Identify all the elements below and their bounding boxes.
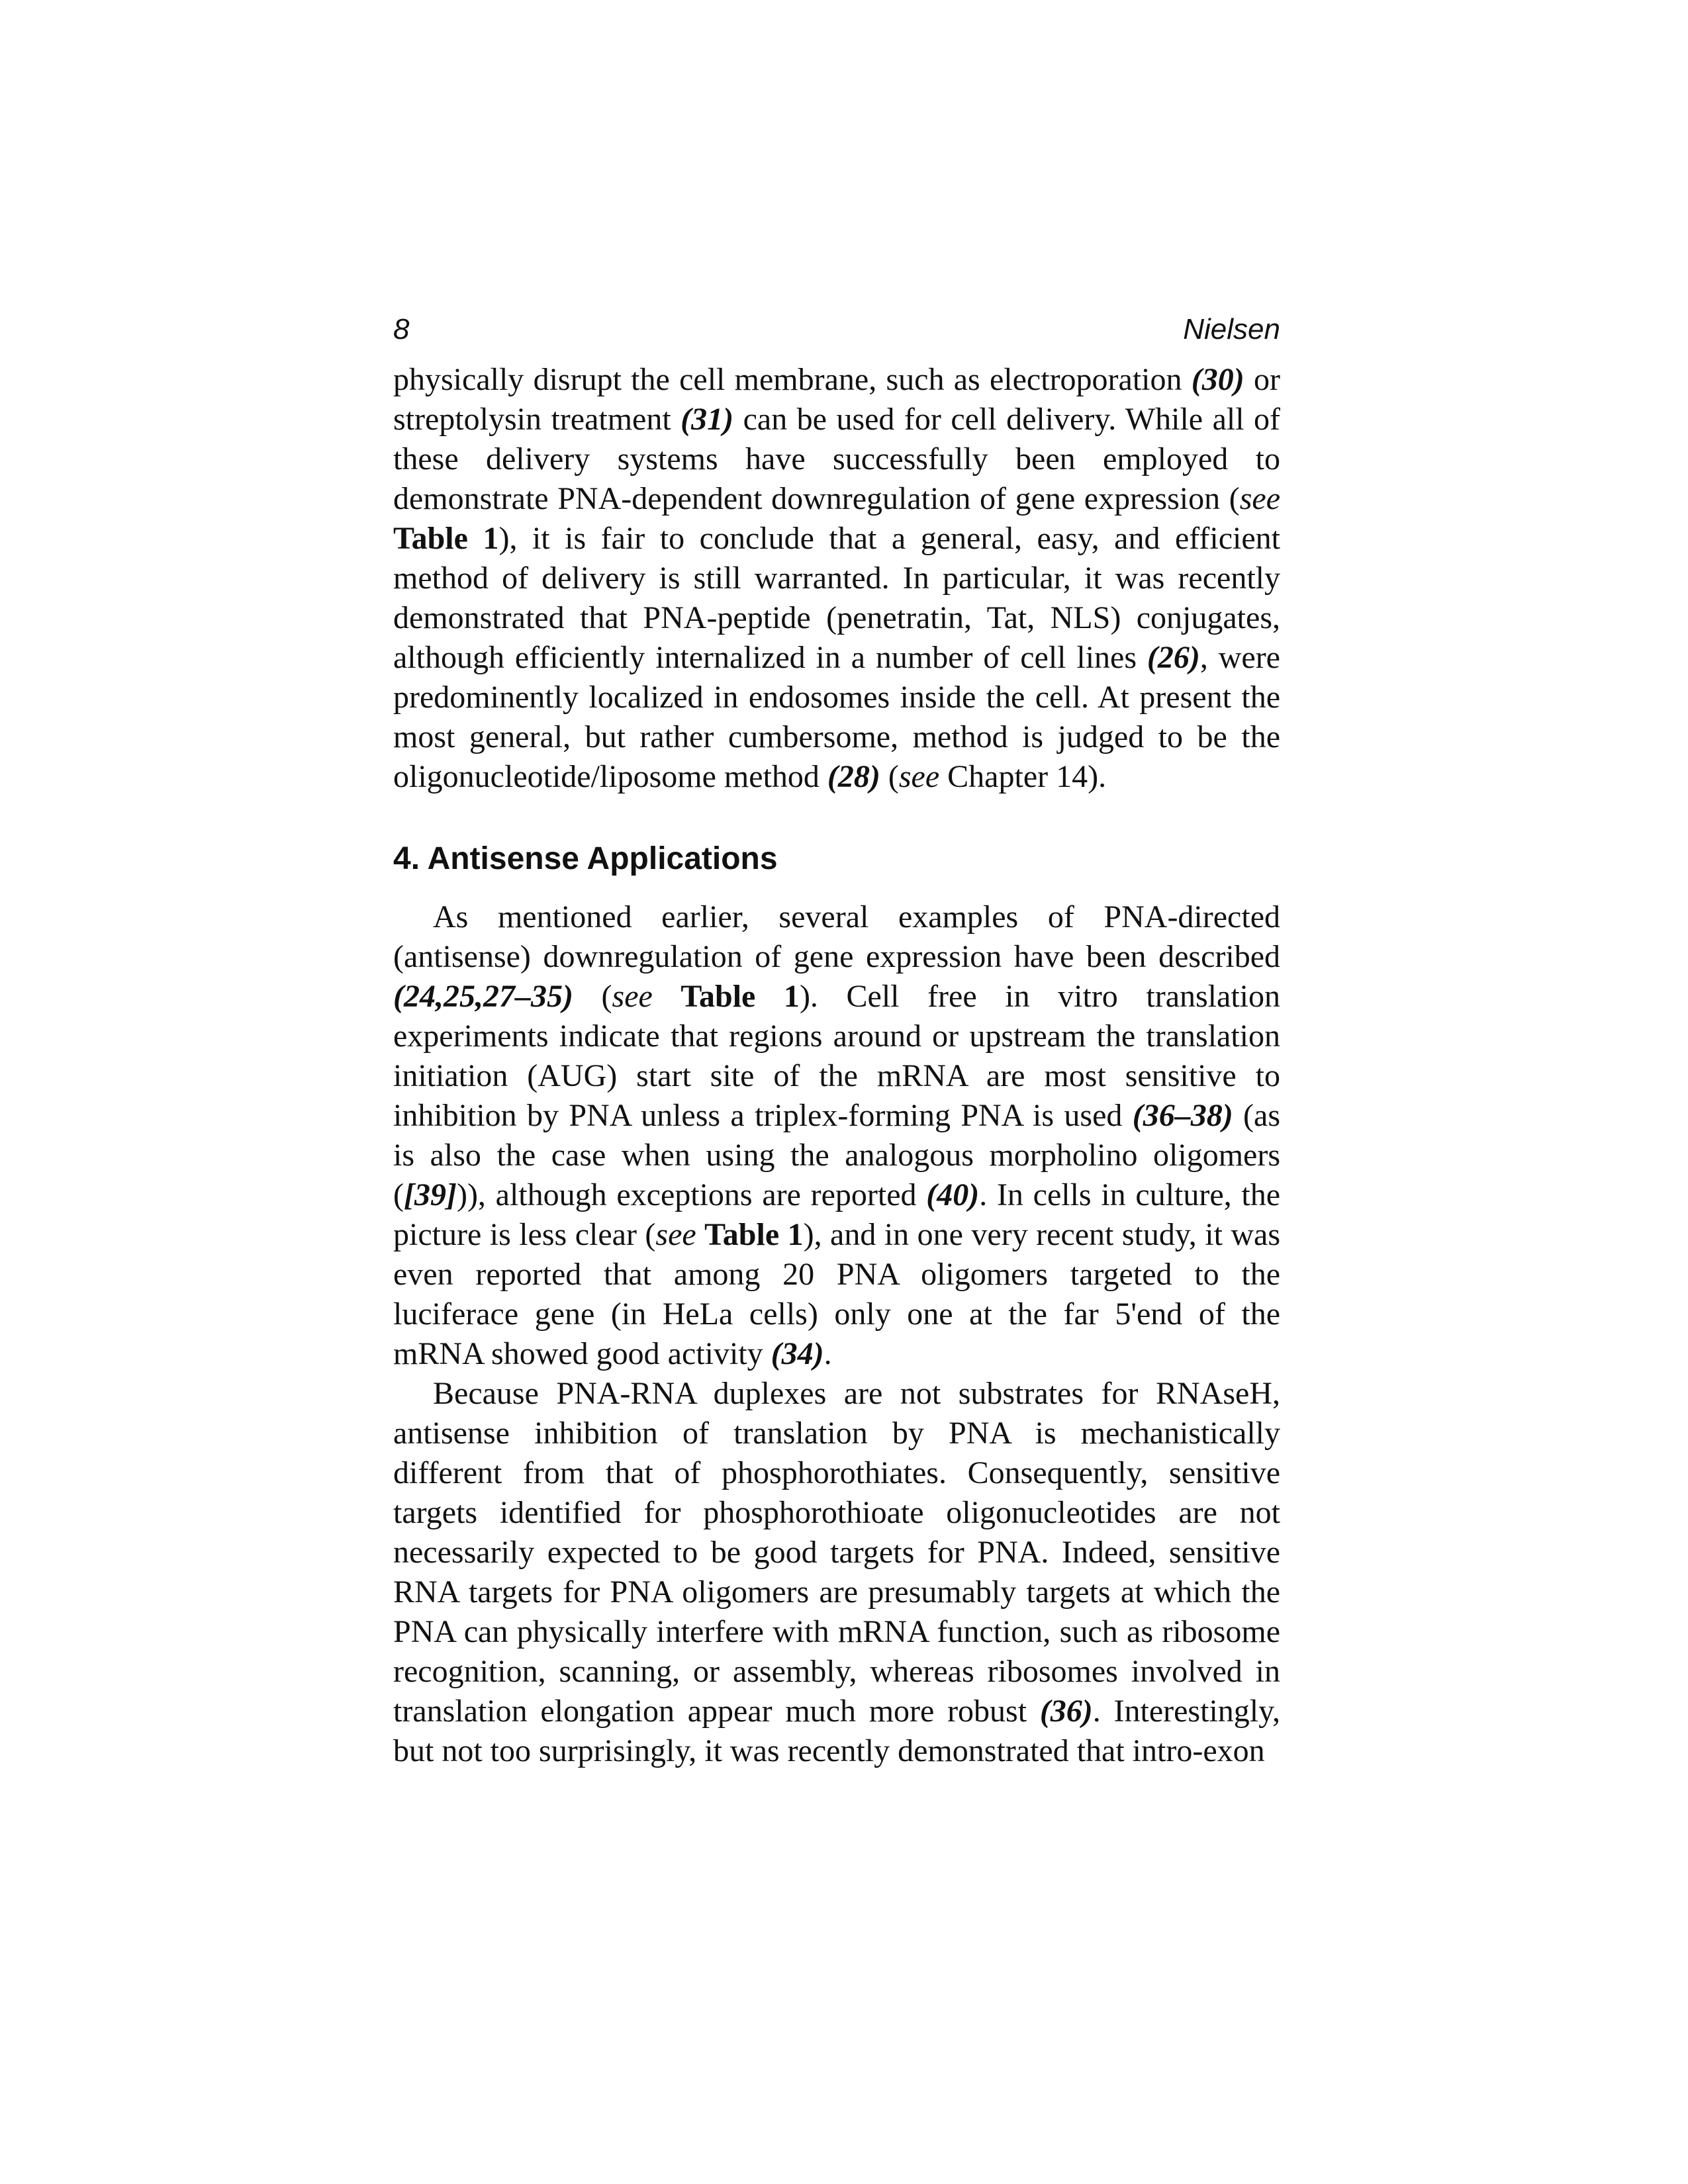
citation: (34) bbox=[771, 1336, 824, 1371]
text-run: ), and in one very recent study, it was even reported that among 20 PNA oligomers targeted to the luciferace gene (in HeLa cells) only one at the far 5'end of the mRNA showed good activity bbox=[393, 1217, 1281, 1371]
paragraph-delivery-methods bbox=[393, 360, 1280, 797]
see-reference: see bbox=[655, 1217, 696, 1252]
text-run bbox=[653, 979, 681, 1014]
citation: (40) bbox=[926, 1177, 980, 1212]
citation: (36) bbox=[1039, 1694, 1093, 1729]
running-head bbox=[393, 311, 1280, 348]
page bbox=[393, 311, 1280, 1771]
text-run: . bbox=[823, 1336, 832, 1371]
page-number: 8 bbox=[393, 313, 410, 345]
text-run bbox=[696, 1217, 704, 1252]
text-run: ( bbox=[573, 979, 612, 1014]
text-run: or streptolysin treatment bbox=[393, 362, 1281, 437]
table-reference: Table 1 bbox=[704, 1217, 804, 1252]
text-run: Because PNA-RNA duplexes are not substrates for RNAseH, antisense inhibition of translation by PNA is mechanistically different from that of phosphorothiates. Consequently, sensitive targets identified for phosphorothioate oligonucleotides are not necessarily expected to be good targets for PNA. Indeed, sensitive RNA targets for PNA oligomers are presumably targets at which the PNA can physically interfere with mRNA function, such as ribosome recognition, scanning, or assembly, whereas ribosomes involved in translation elongation appear much more robust bbox=[393, 1376, 1280, 1729]
paragraph-rnaseh-mechanism bbox=[393, 1374, 1280, 1771]
text-run: As mentioned earlier, several examples of PNA-directed (antisense) downregulation of gene expression have been described bbox=[393, 899, 1280, 974]
text-run: ). Cell free in vitro translation experiments indicate that regions around or upstream the translation initiation (AUG) start site of the mRNA are most sensitive to inhibition by PNA unless a triplex-forming PNA is used bbox=[393, 979, 1280, 1133]
text-run: ( bbox=[880, 759, 899, 794]
text-run: )), although exceptions are reported bbox=[456, 1177, 927, 1212]
text-run: . Interestingly, but not too surprisingly, it was recently demonstrated that intro-exon bbox=[393, 1694, 1280, 1768]
running-title: Nielsen bbox=[1183, 313, 1280, 345]
text-run: , were predominently localized in endosomes inside the cell. At present the most general, but rather cumbersome, method is judged to be the oligonucleotide/liposome method bbox=[393, 640, 1280, 794]
paragraph-antisense-examples bbox=[393, 897, 1280, 1374]
citation: (24,25,27–35) bbox=[393, 979, 573, 1014]
citation: (28) bbox=[827, 759, 880, 794]
citation: (30) bbox=[1191, 362, 1244, 397]
citation: [39] bbox=[403, 1177, 457, 1212]
table-reference: Table 1 bbox=[680, 979, 800, 1014]
citation: (31) bbox=[680, 402, 734, 437]
text-run: can be used for cell delivery. While all of these delivery systems have successfully been employed to demonstrate PNA-dependent downregulation of gene expression ( bbox=[393, 402, 1281, 516]
text-run: Chapter 14). bbox=[939, 759, 1107, 794]
see-reference: see bbox=[612, 979, 653, 1014]
text-run: (as is also the case when using the analogous morpholino oligomers ( bbox=[393, 1098, 1281, 1212]
citation: (26) bbox=[1147, 640, 1200, 675]
see-reference: see bbox=[898, 759, 940, 794]
table-reference: Table 1 bbox=[393, 521, 499, 556]
citation: (36–38) bbox=[1132, 1098, 1233, 1133]
text-run: ), it is fair to conclude that a general, easy, and efficient method of delivery is still warranted. In particular, it was recently demonstrated that PNA-peptide (penetratin, Tat, NLS) conjugates, although efficiently internalized in a number of cell lines bbox=[393, 521, 1280, 675]
section-heading: 4. Antisense Applications bbox=[393, 841, 778, 876]
text-run: . In cells in culture, the picture is less clear ( bbox=[393, 1177, 1281, 1252]
text-run: physically disrupt the cell membrane, such as electroporation bbox=[393, 362, 1192, 397]
see-reference: see bbox=[1239, 481, 1280, 516]
